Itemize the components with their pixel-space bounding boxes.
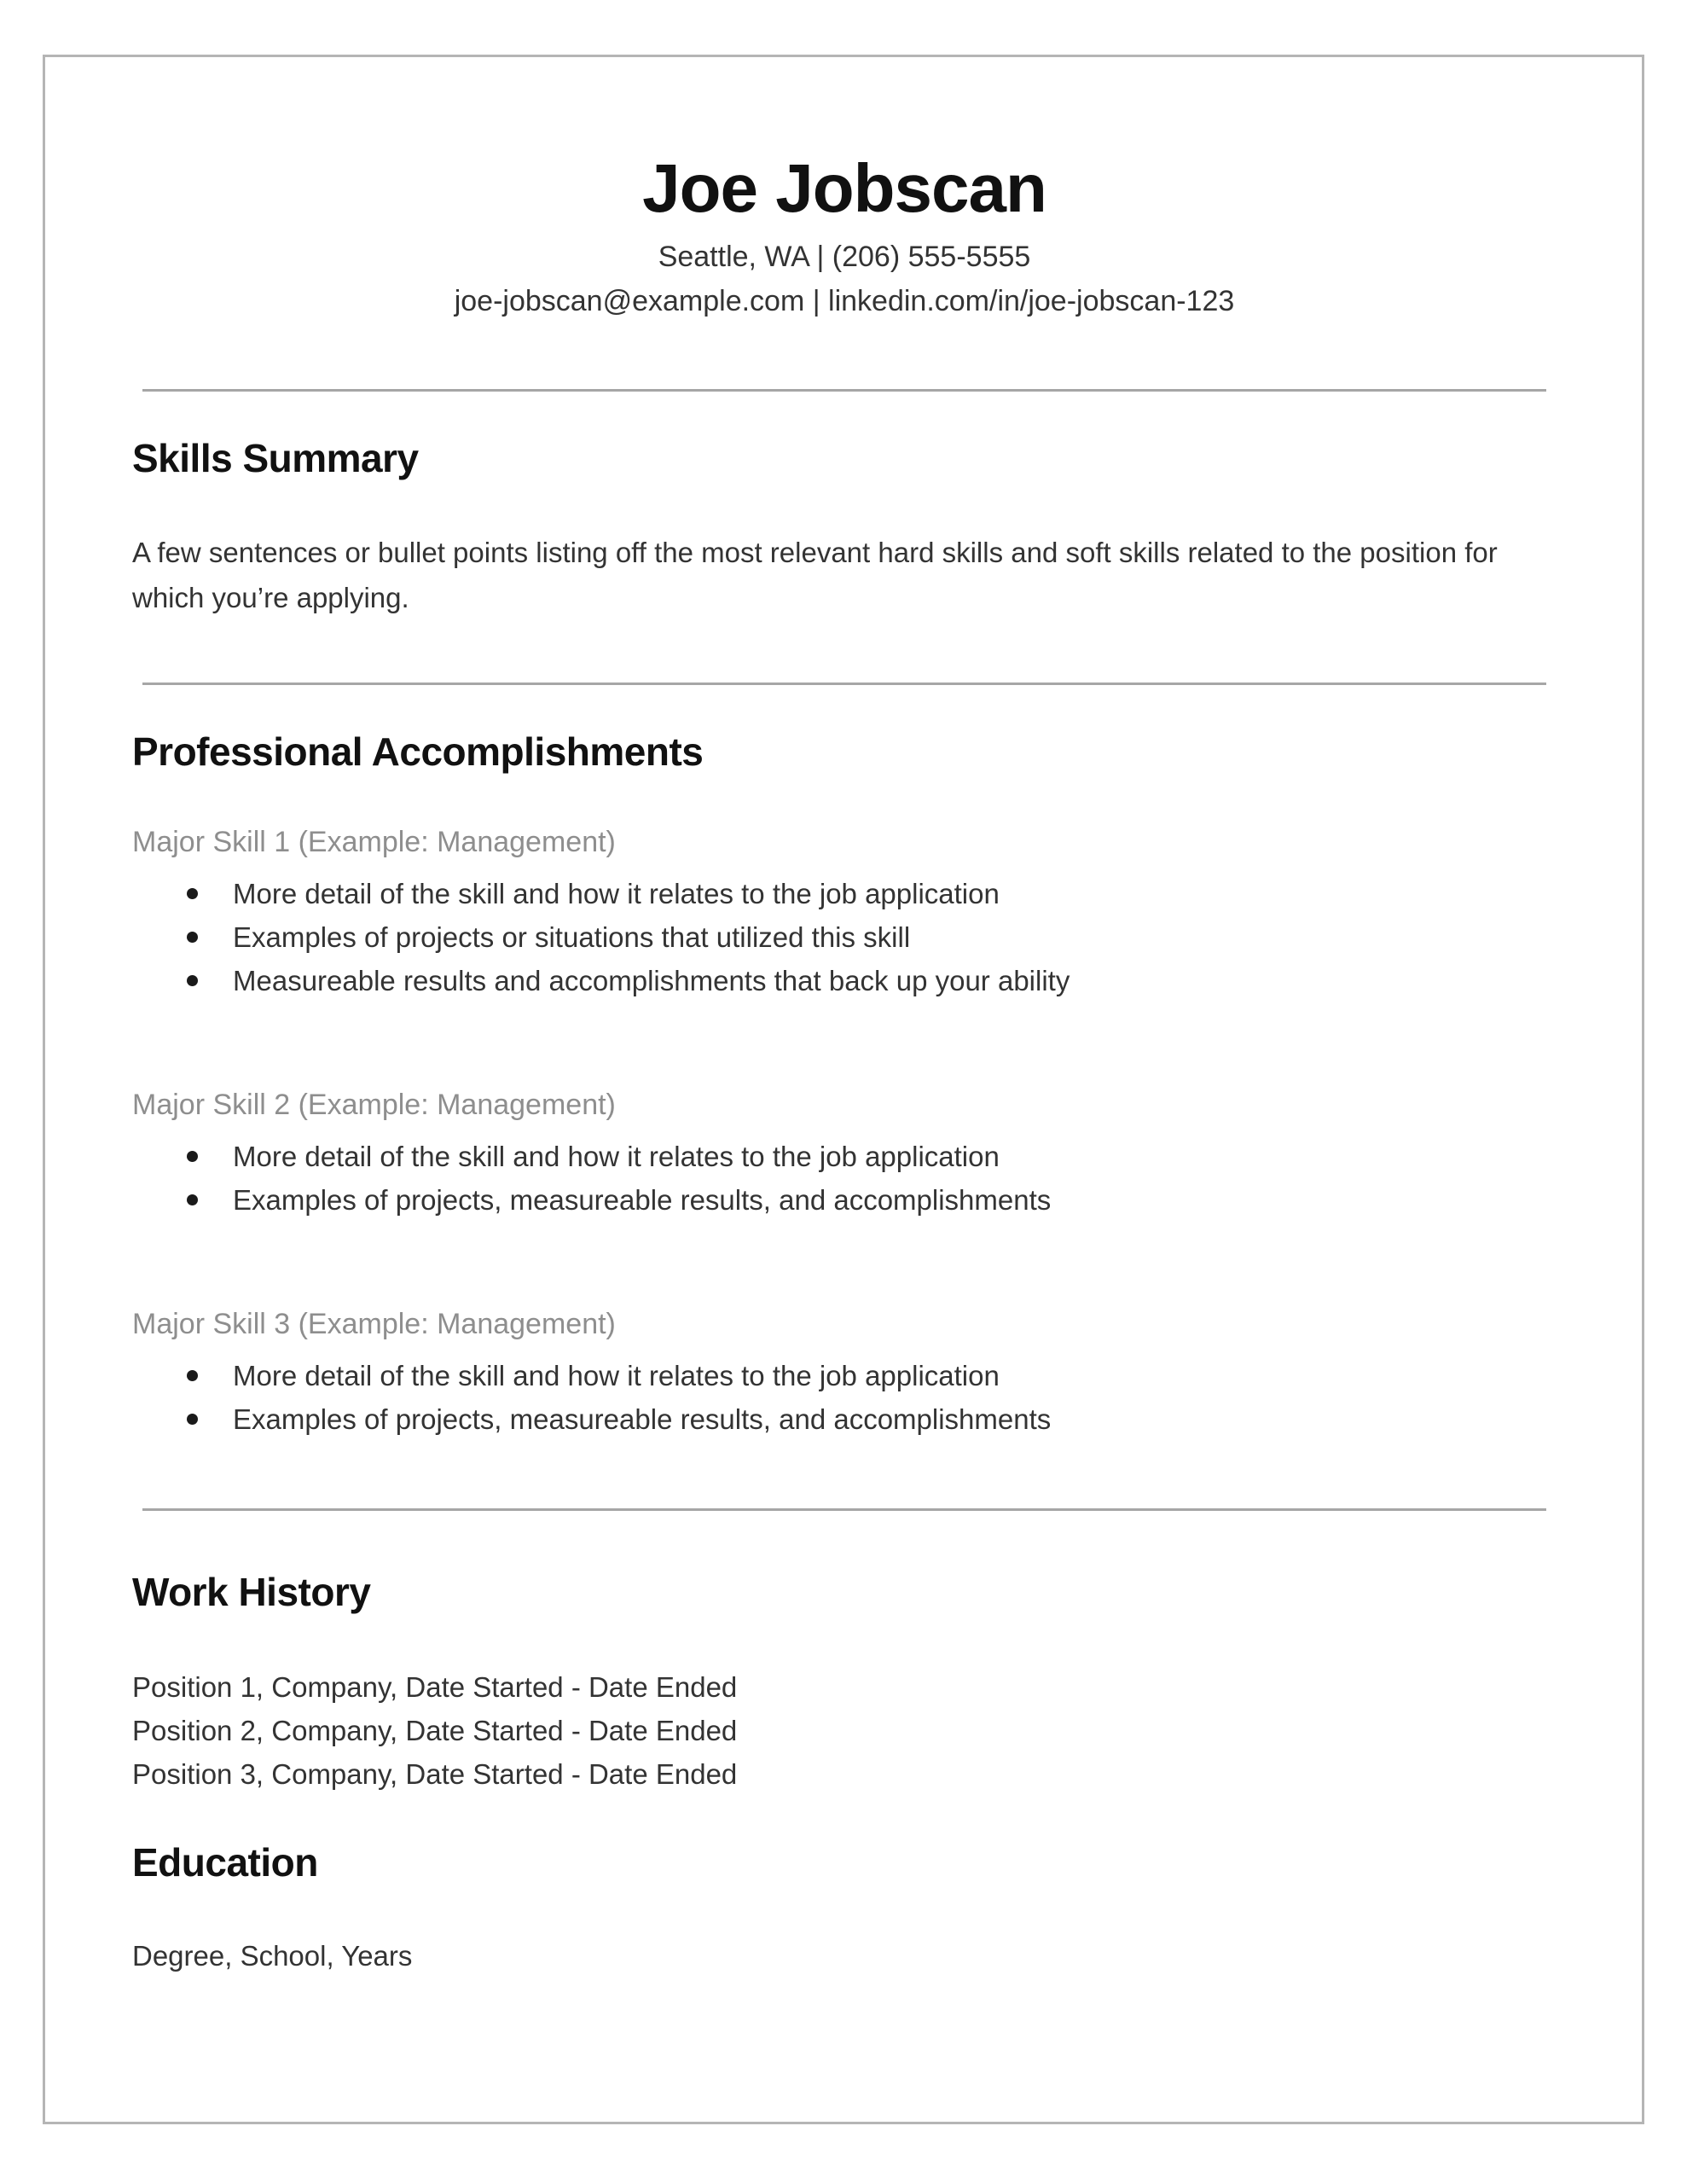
contact-line-2: joe-jobscan@example.com | linkedin.com/in/joe-jobscan-123 bbox=[454, 285, 1235, 317]
work-history-entry: Position 3, Company, Date Started - Date Ended bbox=[132, 1757, 738, 1790]
work-history-entries bbox=[132, 1665, 1557, 1796]
work-history-entry: Position 2, Company, Date Started - Date Ended bbox=[132, 1714, 738, 1746]
section-divider bbox=[142, 1508, 1546, 1511]
major-skill-1-subheading: Major Skill 1 (Example: Management) bbox=[132, 825, 616, 858]
bullet-item: Examples of projects, measureable results, and accomplishments bbox=[132, 1178, 1557, 1222]
skills-summary-body: A few sentences or bullet points listing off the most relevant hard skills and soft skills related to the position for which you’re applying. bbox=[132, 536, 1498, 613]
education-heading: Education bbox=[132, 1839, 318, 1885]
education-entries bbox=[132, 1934, 1557, 1978]
major-skill-2-subheading: Major Skill 2 (Example: Management) bbox=[132, 1088, 616, 1121]
contact-line-1: Seattle, WA | (206) 555-5555 bbox=[658, 241, 1031, 273]
resume-name: Joe Jobscan bbox=[642, 150, 1046, 226]
bullet-item: Measureable results and accomplishments that back up your ability bbox=[132, 959, 1557, 1002]
major-skill-3-bullets bbox=[132, 1354, 1557, 1441]
section-divider bbox=[142, 682, 1546, 685]
major-skill-3-subheading: Major Skill 3 (Example: Management) bbox=[132, 1307, 616, 1340]
bullet-item: More detail of the skill and how it relates to the job application bbox=[132, 1135, 1557, 1178]
resume-content bbox=[132, 0, 1557, 1978]
section-divider bbox=[142, 389, 1546, 392]
education-entry: Degree, School, Years bbox=[132, 1939, 413, 1972]
bullet-item: More detail of the skill and how it relates to the job application bbox=[132, 872, 1557, 915]
professional-accomplishments-heading: Professional Accomplishments bbox=[132, 729, 704, 774]
bullet-item: Examples of projects, measureable results, and accomplishments bbox=[132, 1397, 1557, 1441]
major-skill-2-bullets bbox=[132, 1135, 1557, 1222]
bullet-item: Examples of projects or situations that utilized this skill bbox=[132, 915, 1557, 959]
bullet-item: More detail of the skill and how it relates to the job application bbox=[132, 1354, 1557, 1397]
work-history-heading: Work History bbox=[132, 1569, 371, 1614]
work-history-entry: Position 1, Company, Date Started - Date Ended bbox=[132, 1670, 738, 1703]
major-skill-1-bullets bbox=[132, 872, 1557, 1002]
skills-summary-heading: Skills Summary bbox=[132, 436, 419, 480]
